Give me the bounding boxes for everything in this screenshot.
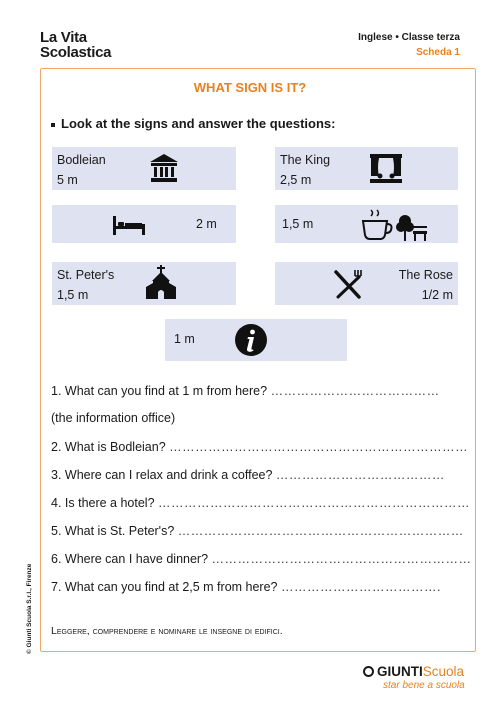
info-icon bbox=[234, 323, 268, 357]
sign-the-rose bbox=[275, 262, 458, 305]
museum-icon bbox=[148, 152, 180, 184]
question-text: 2. What is Bodleian? bbox=[51, 440, 166, 454]
publisher-slogan: star bene a scuola bbox=[383, 680, 465, 691]
answer-line: ………………………………………………………… bbox=[177, 524, 464, 538]
theatre-icon bbox=[369, 152, 403, 184]
brand-giunti: GIUNTI bbox=[377, 664, 423, 679]
worksheet-title: WHAT SIGN IS IT? bbox=[193, 80, 307, 95]
sign-distance: 1,5 m bbox=[57, 288, 89, 302]
church-icon bbox=[144, 265, 178, 301]
sign-name: The King bbox=[280, 153, 331, 167]
sign-the-king bbox=[275, 147, 458, 190]
learning-objective: Leggere, comprendere e nominare le insegne di edifici. bbox=[51, 625, 283, 637]
logo-line-1: La Vita bbox=[40, 29, 87, 46]
answer-text: (the information office) bbox=[51, 411, 176, 425]
giunti-logo-icon bbox=[363, 666, 374, 677]
question-6 bbox=[51, 552, 472, 566]
copyright-notice: © Giunti Scuola S.r.l., Firenze bbox=[26, 563, 33, 654]
sign-distance: 1,5 m bbox=[282, 217, 314, 231]
sign-distance: 2 m bbox=[196, 217, 217, 231]
answer-line: ………………………………… bbox=[275, 468, 445, 482]
sign-distance: 5 m bbox=[57, 173, 78, 187]
sign-name: Bodleian bbox=[57, 153, 106, 167]
coffee-park-icon bbox=[361, 207, 431, 243]
sign-hotel bbox=[52, 205, 236, 243]
answer-line: ………………………………… bbox=[270, 384, 440, 398]
question-text: 1. What can you find at 1 m from here? bbox=[51, 384, 268, 398]
publisher-logo bbox=[363, 664, 464, 679]
sheet-number: Scheda 1 bbox=[416, 47, 460, 58]
sign-distance: 1/2 m bbox=[421, 288, 453, 302]
bullet-icon bbox=[51, 123, 55, 127]
sign-coffee-park bbox=[275, 205, 458, 243]
answer-line: …………………………………………………………… bbox=[169, 440, 469, 454]
question-text: 6. Where can I have dinner? bbox=[51, 552, 209, 566]
question-2 bbox=[51, 440, 468, 454]
answer-line: ……………………………………………………………… bbox=[158, 496, 471, 510]
instruction-text: Look at the signs and answer the questions: bbox=[61, 116, 336, 131]
logo-line-2: Scolastica bbox=[40, 44, 112, 61]
question-text: 7. What can you find at 2,5 m from here? bbox=[51, 580, 278, 594]
question-text: 5. What is St. Peter's? bbox=[51, 524, 175, 538]
sign-name: The Rose bbox=[398, 268, 453, 282]
sign-distance: 2,5 m bbox=[280, 173, 312, 187]
example-answer bbox=[51, 411, 175, 425]
restaurant-icon bbox=[333, 268, 363, 300]
question-3 bbox=[51, 468, 445, 482]
question-4 bbox=[51, 496, 470, 510]
answer-line: ………………………………. bbox=[281, 580, 441, 594]
question-text: 3. Where can I relax and drink a coffee? bbox=[51, 468, 273, 482]
publication-logo bbox=[40, 30, 111, 60]
instruction bbox=[51, 116, 336, 131]
sign-name: St. Peter's bbox=[57, 268, 115, 282]
header-info bbox=[358, 30, 460, 60]
sign-bodleian bbox=[52, 147, 236, 190]
question-text: 4. Is there a hotel? bbox=[51, 496, 155, 510]
sign-st-peters bbox=[52, 262, 236, 305]
question-7 bbox=[51, 580, 441, 594]
question-1 bbox=[51, 384, 440, 398]
question-5 bbox=[51, 524, 464, 538]
answer-line: …………………………………………………… bbox=[211, 552, 472, 566]
sign-distance: 1 m bbox=[174, 332, 195, 346]
sign-information bbox=[165, 319, 347, 361]
sign-text bbox=[399, 265, 453, 305]
bed-icon bbox=[112, 214, 146, 236]
subject-label: Inglese • Classe terza bbox=[358, 32, 460, 43]
brand-scuola: Scuola bbox=[422, 664, 465, 679]
